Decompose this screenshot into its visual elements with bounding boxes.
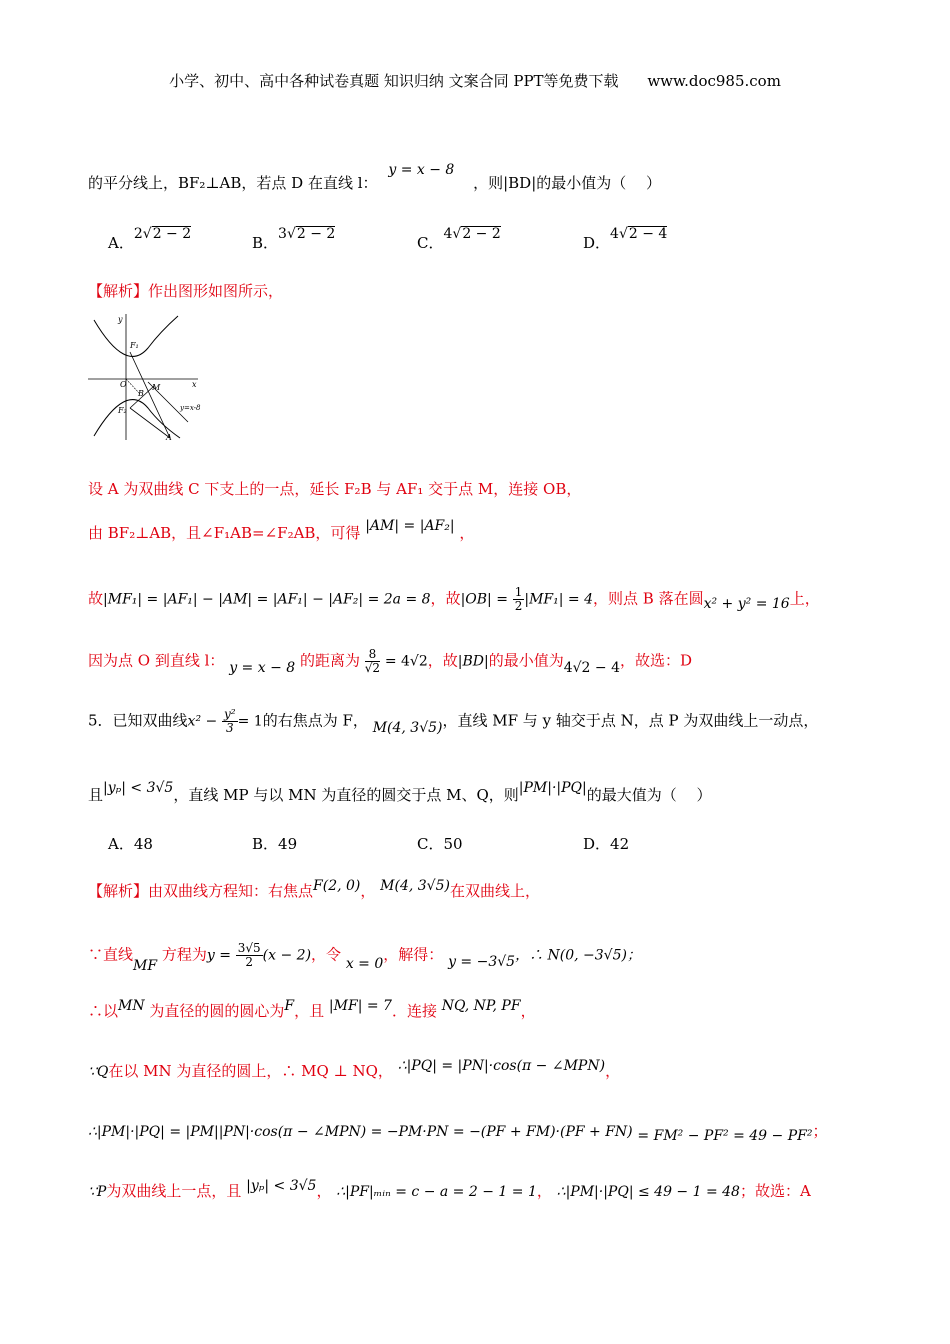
q5-option-a[interactable]: A．48 — [108, 835, 153, 853]
sol5-line1: 【解析】由双曲线方程知：右焦点F(2, 0)， M(4, 3√5)在双曲线上， — [88, 878, 540, 900]
label-y: y — [118, 315, 123, 324]
sol4-line3: 故|MF₁| = |AF₁| − |AM| = |AF₁| − |AF₂| = 2a = 8，故|OB| = $\frac{1}{2}$ |MF₁| = 4，则点 B 落在圆x² + y² = 16上， — [88, 585, 820, 613]
label-x: x — [192, 380, 197, 389]
q4-stem-question: ，则|BD|的最小值为（ ） — [473, 174, 662, 192]
q4-line-equation: y = x − 8 — [388, 162, 455, 178]
label-b: B — [138, 389, 144, 398]
segment-af1 — [130, 352, 170, 438]
sol4-intro: 【解析】作出图形如图所示， — [88, 282, 284, 300]
label-a: A — [166, 433, 172, 440]
sol4-line1: 设 A 为双曲线 C 下支上的一点，延长 F₂B 与 AF₁ 交于点 M，连接 OB， — [88, 480, 582, 498]
q4-option-a[interactable]: A．2√2 − 2 — [108, 226, 192, 252]
sol5-line5: ∴|PM|·|PQ| = |PM||PN|·cos(π − ∠MPN) = −PM·PN = −(PF + FM)·(PF + FN) = FM² − PF² = 49 − PF²； — [88, 1122, 828, 1144]
page-header — [0, 70, 950, 91]
hyperbola-figure — [88, 312, 208, 440]
q4-option-c[interactable]: C．4√2 − 2 — [417, 226, 501, 252]
label-o: O — [120, 380, 127, 389]
label-f1: F₁ — [130, 341, 139, 350]
header-text: 小学、初中、高中各种试卷真题 知识归纳 文案合同 PPT等免费下载 — [169, 72, 619, 90]
sol5-line4: ∵Q在以 MN 为直径的圆上，∴ MQ ⊥ NQ， ∴|PQ| = |PN|·cos(π − ∠MPN)， — [88, 1058, 621, 1080]
label-m: M — [152, 383, 161, 392]
q5-option-d[interactable]: D．42 — [583, 835, 630, 853]
q5-option-b[interactable]: B．49 — [252, 835, 298, 853]
q4-stem — [88, 162, 662, 195]
sol4-line2: 由 BF₂⊥AB，且∠F₁AB=∠F₂AB，可得 |AM| = |AF₂| ， — [88, 518, 475, 542]
q5-stem-2: 且|yₚ| < 3√5，直线 MP 与以 MN 为直径的圆交于点 M、Q，则|PM|·|PQ|的最大值为（ ） — [88, 780, 712, 804]
sol5-line2: ∵直线MF 方程为y = $\frac{3√5}{2}$ (x − 2)，令 x = 0，解得： y = −3√5，∴ N(0, −3√5)； — [88, 941, 641, 974]
label-line: y=x-8 — [180, 404, 201, 412]
q4-option-b[interactable]: B．3√2 − 2 — [252, 226, 336, 252]
q5-stem: 5．已知双曲线x² − $\frac{\text{y²}}{3}$ = 1的右焦点为 F， M(4, 3√5)，直线 MF 与 y 轴交于点 N，点 P 为双曲线上一动点， — [88, 707, 819, 736]
q4-stem-text: 的平分线上，BF₂⊥AB，若点 D 在直线 l： — [88, 174, 378, 192]
sol5-line3: ∴以MN 为直径的圆的圆心为F，且 |MF| = 7．连接 NQ, NP, PF， — [88, 998, 536, 1020]
label-f2: F₂ — [118, 406, 127, 415]
sol5-line6: ∵P为双曲线上一点，且 |yₚ| < 3√5， ∴|PF|ₘᵢₙ = c − a = 2 − 1 = 1， ∴|PM|·|PQ| ≤ 49 − 1 = 48；故选：A — [88, 1178, 811, 1200]
segment-af2 — [130, 408, 170, 438]
header-site[interactable]: www.doc985.com — [647, 72, 781, 90]
q4-option-d[interactable]: D．4√2 − 4 — [583, 226, 668, 252]
upper-branch — [94, 316, 178, 356]
q5-option-c[interactable]: C．50 — [417, 835, 463, 853]
sol4-line4: 因为点 O 到直线 l： y = x − 8 的距离为 $\frac{8}{√2}$ = 4√2，故|BD|的最小值为4√2 − 4，故选：D — [88, 647, 693, 676]
